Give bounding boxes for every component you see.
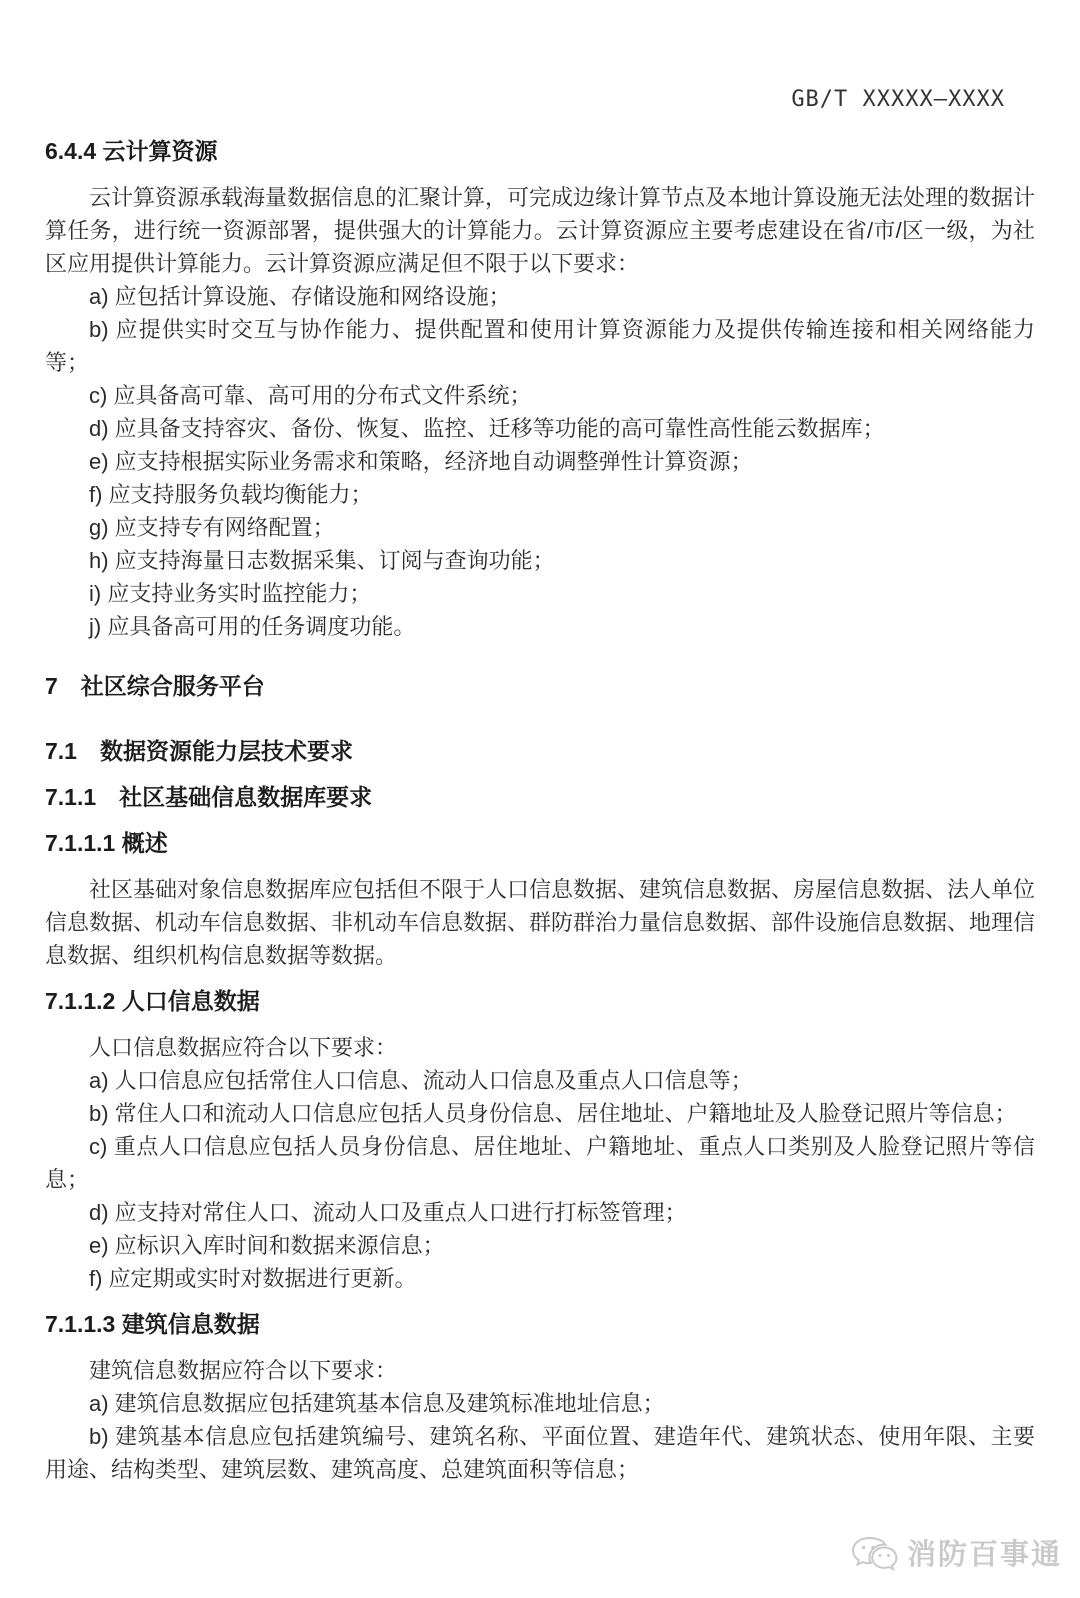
- paragraph: i) 应支持业务实时监控能力；: [89, 581, 372, 606]
- paragraph: b) 建筑基本信息应包括建筑编号、建筑名称、平面位置、建造年代、建筑状态、使用年限、主要用途、结构类型、建筑层数、建筑高度、总建筑面积等信息；: [45, 1424, 1035, 1482]
- paragraph: g) 应支持专有网络配置；: [89, 515, 335, 540]
- watermark-text: 消防百事通: [906, 1538, 1062, 1571]
- document-body: [45, 135, 1035, 1486]
- paragraph: d) 应具备支持容灾、备份、恢复、监控、迁移等功能的高可靠性高性能云数据库；: [89, 416, 885, 441]
- paragraph: a) 应包括计算设施、存储设施和网络设施；: [89, 284, 511, 309]
- section-heading: 7.1.1.2 人口信息数据: [45, 988, 260, 1014]
- paragraph: e) 应支持根据实际业务需求和策略，经济地自动调整弹性计算资源；: [89, 449, 753, 474]
- paragraph: a) 人口信息应包括常住人口信息、流动人口信息及重点人口信息等；: [89, 1068, 753, 1093]
- section-heading: 7 社区综合服务平台: [45, 673, 265, 699]
- paragraph: 社区基础对象信息数据库应包括但不限于人口信息数据、建筑信息数据、房屋信息数据、法人单位信息数据、机动车信息数据、非机动车信息数据、群防群治力量信息数据、部件设施信息数据、地理信息数据、组织机构信息数据等数据。: [45, 877, 1036, 968]
- standard-code-header: GB/T XXXXX—XXXX: [791, 87, 1005, 112]
- section-heading: 7.1.1.1 概述: [45, 830, 168, 856]
- paragraph: c) 重点人口信息应包括人员身份信息、居住地址、户籍地址、重点人口类别及人脸登记照片等信息；: [45, 1134, 1035, 1192]
- section-heading: 7.1.1 社区基础信息数据库要求: [45, 784, 373, 810]
- paragraph: 建筑信息数据应符合以下要求：: [89, 1358, 398, 1383]
- paragraph: j) 应具备高可用的任务调度功能。: [89, 614, 416, 639]
- section-heading: 6.4.4 云计算资源: [45, 138, 218, 164]
- wechat-icon: [849, 1529, 901, 1575]
- paragraph: f) 应定期或实时对数据进行更新。: [89, 1266, 417, 1291]
- paragraph: 人口信息数据应符合以下要求：: [89, 1035, 398, 1060]
- watermark: [849, 1529, 1062, 1575]
- section-heading: 7.1 数据资源能力层技术要求: [45, 738, 353, 764]
- paragraph: e) 应标识入库时间和数据来源信息；: [89, 1233, 445, 1258]
- paragraph: b) 应提供实时交互与协作能力、提供配置和使用计算资源能力及提供传输连接和相关网络能力等；: [45, 317, 1035, 375]
- paragraph: b) 常住人口和流动人口信息应包括人员身份信息、居住地址、户籍地址及人脸登记照片等信息；: [89, 1101, 1017, 1126]
- paragraph: f) 应支持服务负载均衡能力；: [89, 482, 373, 507]
- paragraph: d) 应支持对常住人口、流动人口及重点人口进行打标签管理；: [89, 1200, 687, 1225]
- section-heading: 7.1.1.3 建筑信息数据: [45, 1311, 260, 1337]
- paragraph: 云计算资源承载海量数据信息的汇聚计算，可完成边缘计算节点及本地计算设施无法处理的数据计算任务，进行统一资源部署，提供强大的计算能力。云计算资源应主要考虑建设在省/市/区一级，为社区应用提供计算能力。云计算资源应满足但不限于以下要求：: [45, 185, 1036, 276]
- paragraph: c) 应具备高可靠、高可用的分布式文件系统；: [89, 383, 532, 408]
- paragraph: a) 建筑信息数据应包括建筑基本信息及建筑标准地址信息；: [89, 1391, 665, 1416]
- paragraph: h) 应支持海量日志数据采集、订阅与查询功能；: [89, 548, 555, 573]
